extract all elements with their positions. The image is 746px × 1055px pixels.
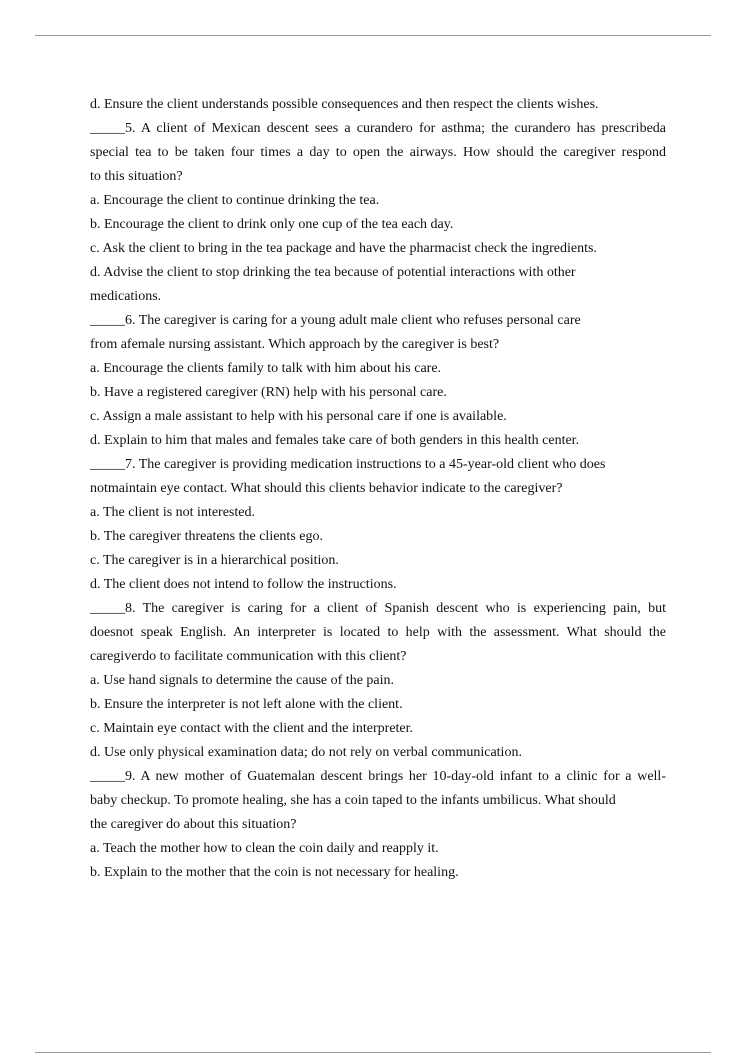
text-line: baby checkup. To promote healing, she has a coin taped to the infants umbilicus. What should [90, 793, 616, 808]
text-line: d. Use only physical examination data; do not rely on verbal communication. [90, 745, 522, 760]
text-line: b. Explain to the mother that the coin is not necessary for healing. [90, 865, 459, 880]
text-line: d. Advise the client to stop drinking the tea because of potential interactions with other [90, 265, 576, 280]
text-line: d. The client does not intend to follow the instructions. [90, 577, 397, 592]
text-line: b. Have a registered caregiver (RN) help with his personal care. [90, 385, 447, 400]
text-line: c. Ask the client to bring in the tea package and have the pharmacist check the ingredients. [90, 241, 597, 256]
text-line: _____9. A new mother of Guatemalan descent brings her 10-day-old infant to a clinic for a well- [90, 769, 666, 784]
text-line: _____5. A client of Mexican descent sees a curandero for asthma; the curandero has prescribeda [90, 121, 666, 136]
document-body [90, 93, 666, 885]
header-rule [35, 35, 711, 36]
footer-rule [35, 1052, 711, 1053]
text-line: _____7. The caregiver is providing medication instructions to a 45-year-old client who does [90, 457, 606, 472]
text-line: a. Use hand signals to determine the cause of the pain. [90, 673, 395, 688]
text-line: b. Encourage the client to drink only one cup of the tea each day. [90, 217, 454, 232]
text-line: _____6. The caregiver is caring for a young adult male client who refuses personal care [90, 313, 581, 328]
text-line: the caregiver do about this situation? [90, 817, 297, 832]
text-line: special tea to be taken four times a day to open the airways. How should the caregiver respond [90, 145, 666, 160]
text-line: b. Ensure the interpreter is not left alone with the client. [90, 697, 403, 712]
text-line: a. Teach the mother how to clean the coin daily and reapply it. [90, 841, 439, 856]
text-line: a. The client is not interested. [90, 505, 255, 520]
text-line: a. Encourage the client to continue drinking the tea. [90, 193, 380, 208]
text-line: to this situation? [90, 169, 183, 184]
text-line: d. Explain to him that males and females take care of both genders in this health center. [90, 433, 580, 448]
text-line: medications. [90, 289, 162, 304]
text-line: c. Assign a male assistant to help with his personal care if one is available. [90, 409, 507, 424]
text-line: doesnot speak English. An interpreter is located to help with the assessment. What should the [90, 625, 666, 640]
text-line: c. The caregiver is in a hierarchical position. [90, 553, 339, 568]
text-line: caregiverdo to facilitate communication with this client? [90, 649, 407, 664]
text-line: b. The caregiver threatens the clients ego. [90, 529, 323, 544]
text-line: a. Encourage the clients family to talk with him about his care. [90, 361, 442, 376]
text-line: d. Ensure the client understands possible consequences and then respect the clients wishes. [90, 97, 599, 112]
text-line: notmaintain eye contact. What should this clients behavior indicate to the caregiver? [90, 481, 563, 496]
text-line: _____8. The caregiver is caring for a client of Spanish descent who is experiencing pain, but [90, 601, 666, 616]
text-line: c. Maintain eye contact with the client and the interpreter. [90, 721, 414, 736]
text-line: from afemale nursing assistant. Which approach by the caregiver is best? [90, 337, 500, 352]
